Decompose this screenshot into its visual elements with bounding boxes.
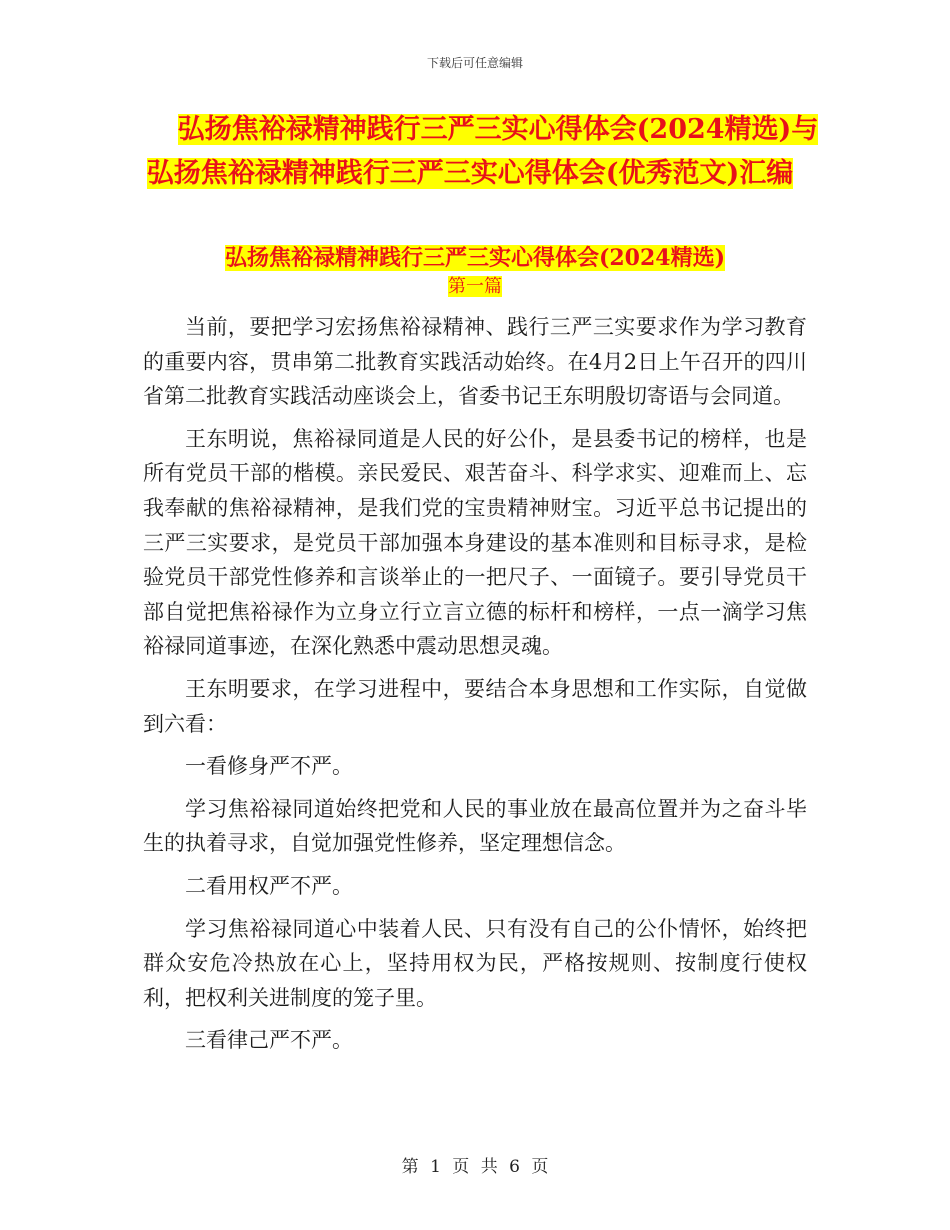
paragraph: 王东明说，焦裕禄同道是人民的好公仆，是县委书记的榜样，也是所有党员干部的楷模。亲民爱民、艰苦奋斗、科学求实、迎难而上、忘我奉献的焦裕禄精神，是我们党的宝贵精神财宝。习近平总书记提出的三严三实要求，是党员干部加强本身建设的基本准则和目标寻求，是检验党员干部党性修养和言谈举止的一把尺子、一面镜子。要引导党员干部自觉把焦裕禄作为立身立行立言立德的标杆和榜样，一点一滴学习焦裕禄同道事迹，在深化熟悉中震动思想灵魂。: [143, 426, 807, 659]
header-note: 下载后可任意编辑: [426, 56, 523, 70]
main-title-line-1-text: 弘扬焦裕禄精神践行三严三实心得体会(2024精选)与: [177, 114, 819, 145]
paragraph: 二看用权严不严。: [185, 873, 353, 898]
section-subtitle-text: 第一篇: [448, 276, 502, 297]
main-title-line-2-text: 弘扬焦裕禄精神践行三严三实心得体会(优秀范文)汇编: [146, 158, 794, 189]
main-title-line-2: [0, 154, 950, 194]
paragraph: 学习焦裕禄同道始终把党和人民的事业放在最高位置并为之奋斗毕生的执着寻求，自觉加强党性修养，坚定理想信念。: [143, 796, 807, 856]
paragraph: 王东明要求，在学习进程中，要结合本身思想和工作实际，自觉做到六看：: [143, 676, 807, 736]
section-title-text: 弘扬焦裕禄精神践行三严三实心得体会(2024精选): [224, 245, 726, 271]
paragraph: 当前，要把学习宏扬焦裕禄精神、践行三严三实要求作为学习教育的重要内容，贯串第二批教育实践活动始终。在4月2日上午召开的四川省第二批教育实践活动座谈会上，省委书记王东明殷切寄语与会同道。: [143, 315, 807, 409]
paragraph: 一看修身严不严。: [185, 754, 353, 779]
paragraph: 三看律己严不严。: [185, 1028, 353, 1053]
paragraph: 学习焦裕禄同道心中装着人民、只有没有自己的公仆情怀，始终把群众安危冷热放在心上，坚持用权为民，严格按规则、按制度行使权利，把权利关进制度的笼子里。: [143, 916, 807, 1010]
body-text: [143, 310, 807, 1066]
section-title: [0, 244, 950, 272]
section-subtitle: [0, 275, 950, 299]
main-title-line-1: [0, 110, 950, 150]
page-footer: 第 1 页 共 6 页: [401, 1157, 549, 1177]
